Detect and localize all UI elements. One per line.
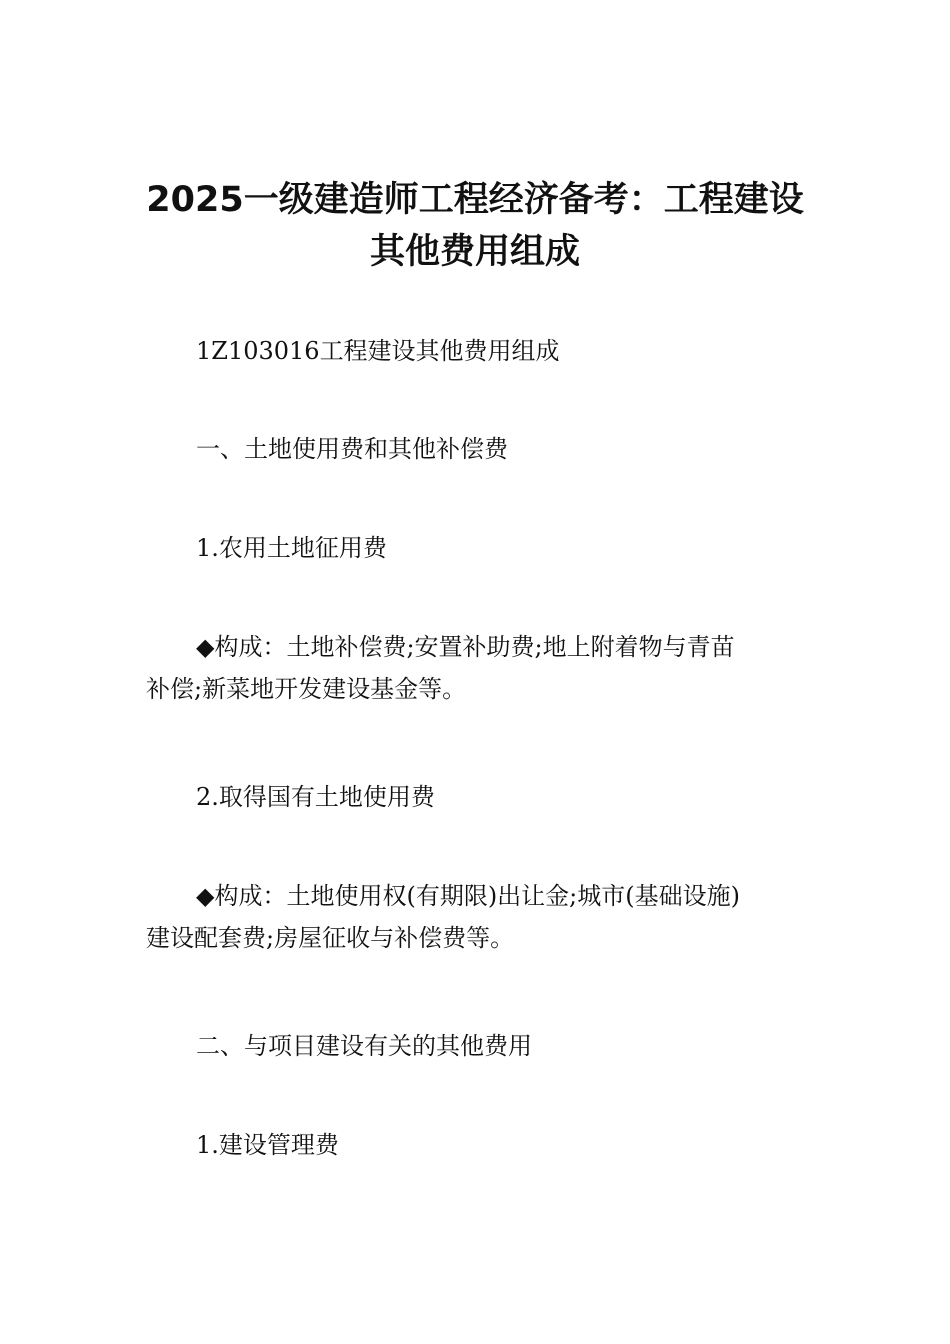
title-line-1: 2025一级建造师工程经济备考：工程建设 xyxy=(146,180,804,220)
section-heading-land-fees: 一、土地使用费和其他补偿费 xyxy=(196,435,508,463)
paragraph-line-1: ◆构成：土地使用权(有期限)出让金;城市(基础设施) xyxy=(196,882,740,910)
paragraph-line-1: ◆构成：土地补偿费;安置补助费;地上附着物与青苗 xyxy=(196,633,735,661)
document-title xyxy=(140,174,810,278)
paragraph-line-2: 补偿;新菜地开发建设基金等。 xyxy=(146,675,467,703)
subheading-farmland-fee: 1.农用土地征用费 xyxy=(196,534,387,562)
section-code-heading: 1Z103016工程建设其他费用组成 xyxy=(196,337,560,365)
subheading-state-land-fee: 2.取得国有土地使用费 xyxy=(196,783,435,811)
paragraph-line-2: 建设配套费;房屋征收与补偿费等。 xyxy=(146,924,515,952)
paragraph-farmland-composition xyxy=(146,626,810,710)
subheading-management-fee: 1.建设管理费 xyxy=(196,1131,339,1159)
title-line-2: 其他费用组成 xyxy=(369,232,580,272)
section-heading-project-fees: 二、与项目建设有关的其他费用 xyxy=(196,1032,532,1060)
paragraph-state-land-composition xyxy=(146,875,810,959)
